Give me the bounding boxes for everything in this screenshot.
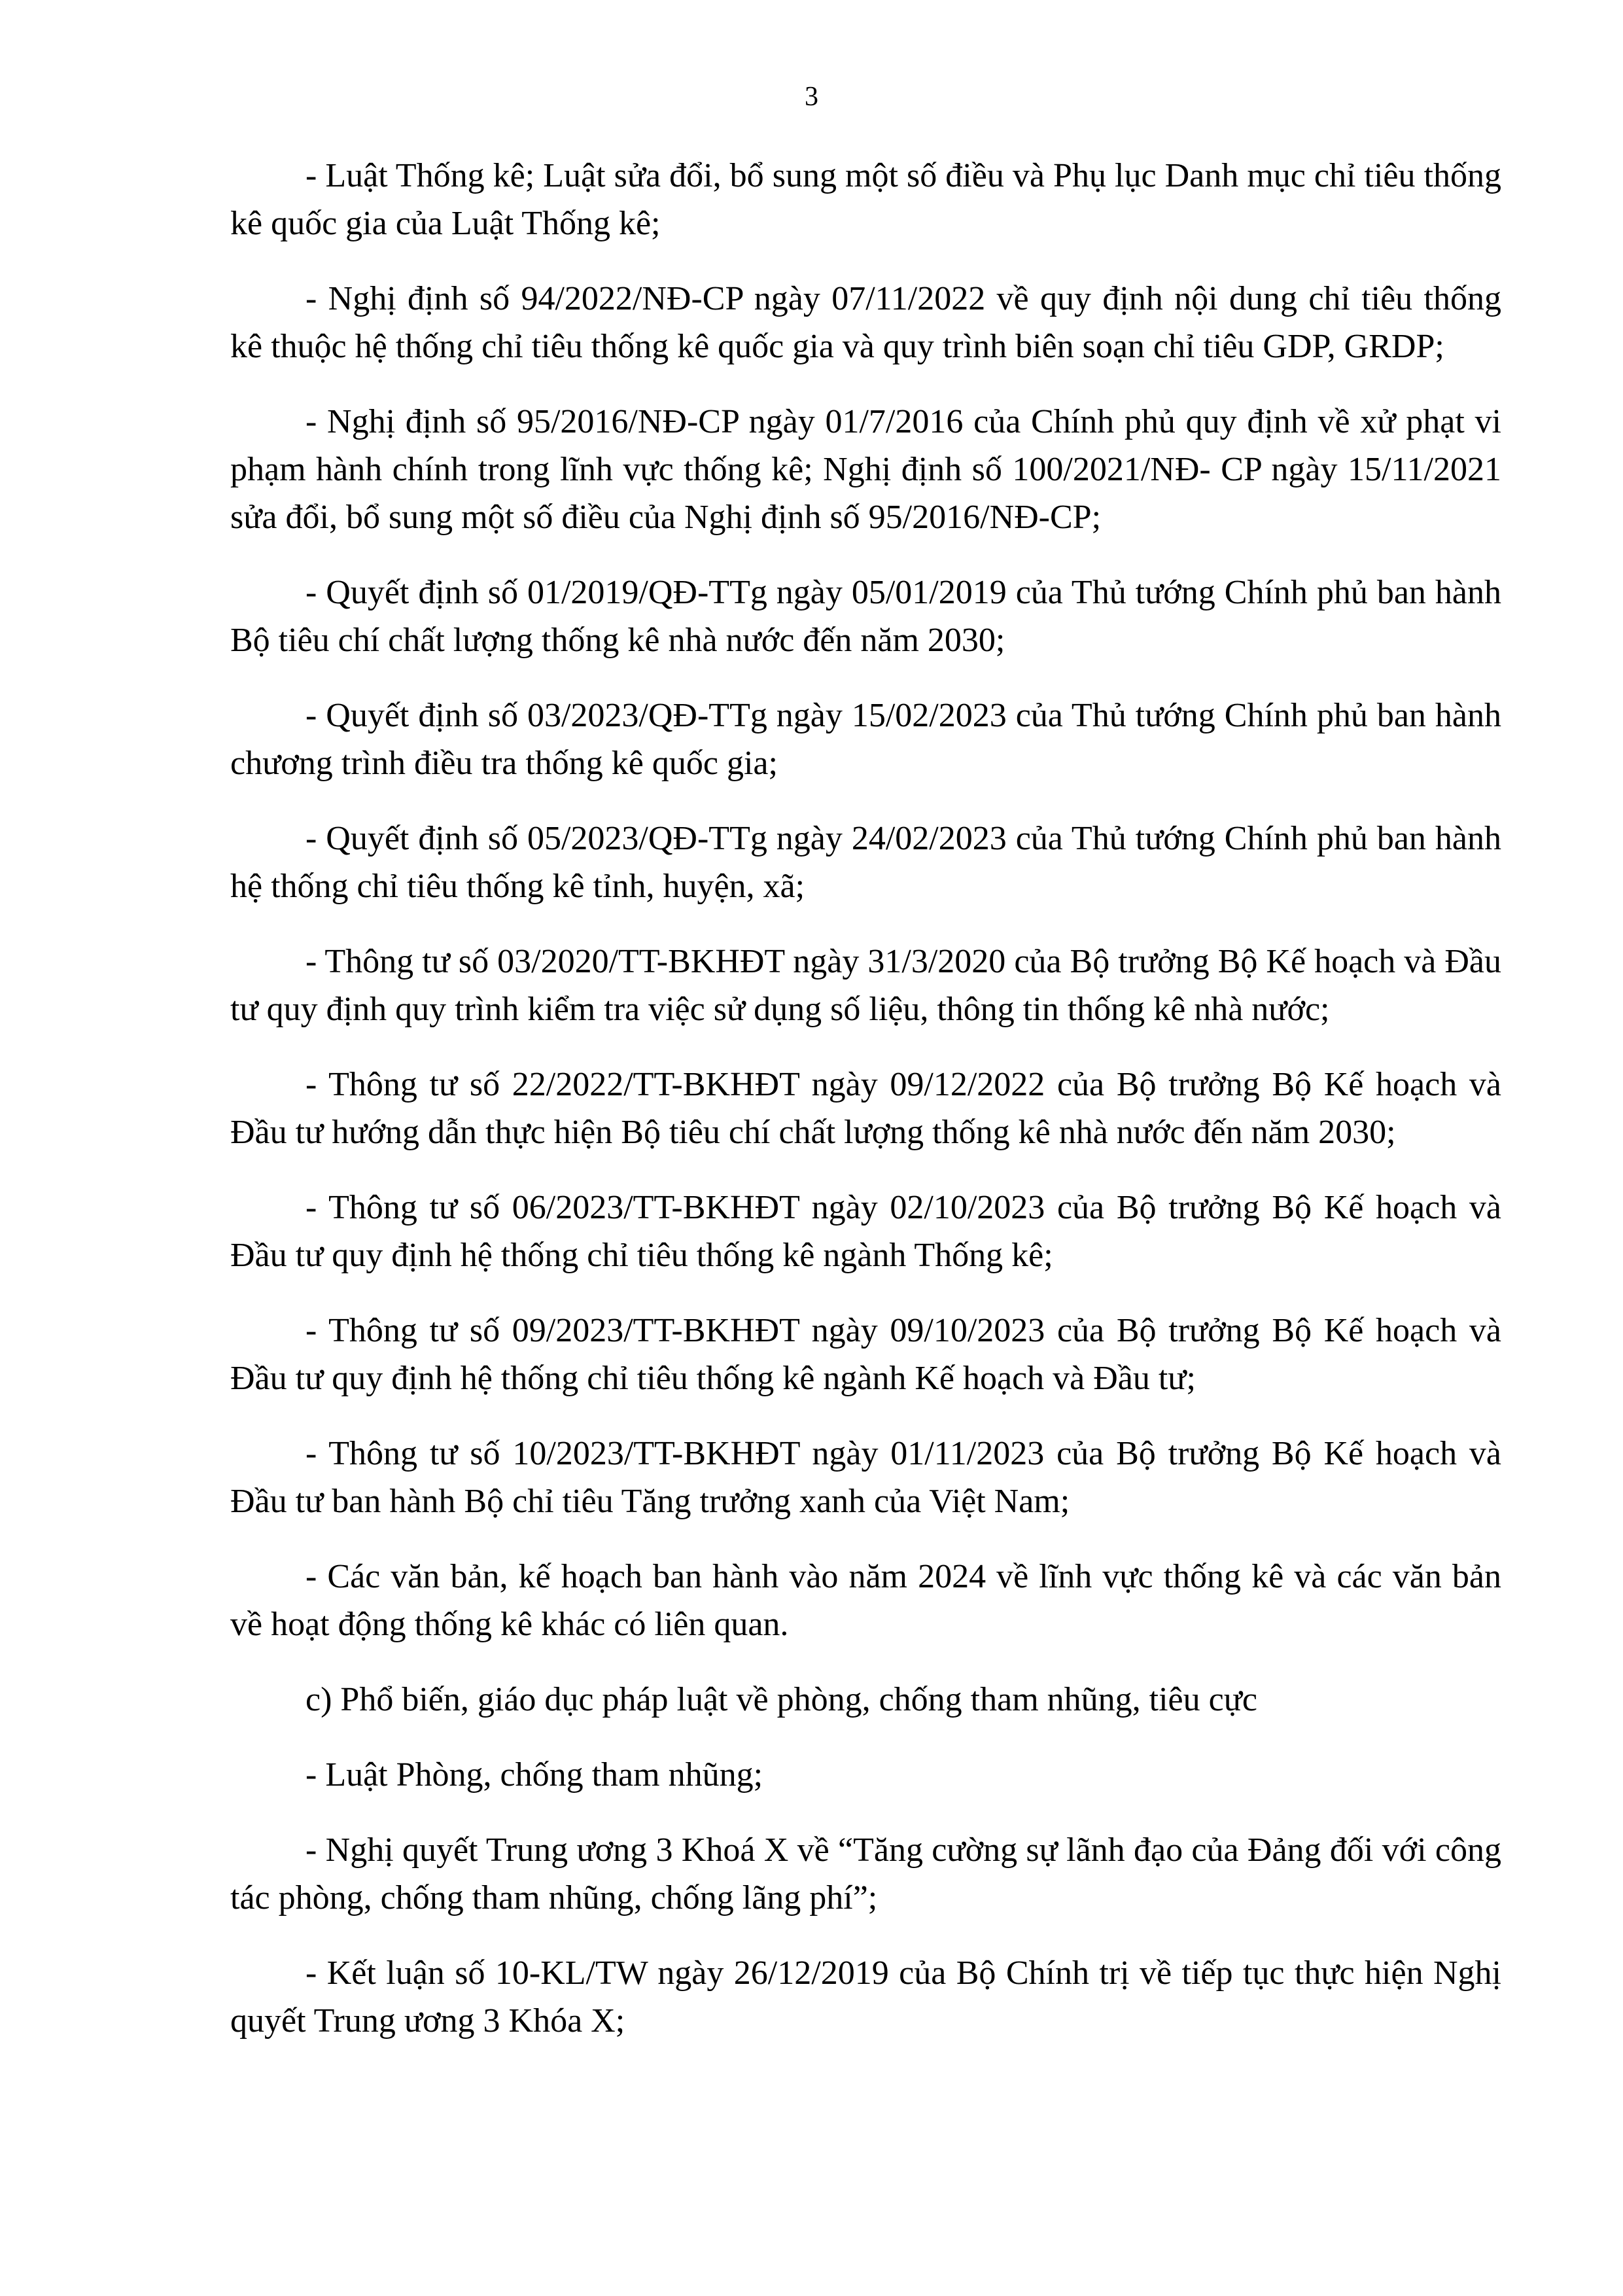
paragraph-circular-03-2020: - Thông tư số 03/2020/TT-BKHĐT ngày 31/3/2020 của Bộ trưởng Bộ Kế hoạch và Đầu tư quy định quy trình kiểm tra việc sử dụng số liệu, thông tin thống kê nhà nước; [230, 943, 1501, 1028]
paragraph-decree-95-2016: - Nghị định số 95/2016/NĐ-CP ngày 01/7/2016 của Chính phủ quy định về xử phạt vi phạm hành chính trong lĩnh vực thống kê; Nghị định số 100/2021/NĐ- CP ngày 15/11/2021 sửa đổi, bổ sung một số điều của Nghị định số 95/2016/NĐ-CP; [230, 403, 1501, 536]
page-number: 3 [805, 82, 818, 112]
paragraph-decree-94-2022: - Nghị định số 94/2022/NĐ-CP ngày 07/11/2022 về quy định nội dung chỉ tiêu thống kê thuộc hệ thống chỉ tiêu thống kê quốc gia và quy trình biên soạn chỉ tiêu GDP, GRDP; [230, 280, 1501, 365]
paragraph-circular-10-2023: - Thông tư số 10/2023/TT-BKHĐT ngày 01/11/2023 của Bộ trưởng Bộ Kế hoạch và Đầu tư ban hành Bộ chỉ tiêu Tăng trưởng xanh của Việt Nam; [230, 1435, 1501, 1520]
paragraph-decision-01-2019: - Quyết định số 01/2019/QĐ-TTg ngày 05/01/2019 của Thủ tướng Chính phủ ban hành Bộ tiêu chí chất lượng thống kê nhà nước đến năm 2030; [230, 574, 1501, 659]
paragraph-anti-corruption-law: - Luật Phòng, chống tham nhũng; [305, 1756, 763, 1793]
paragraph-documents-2024: - Các văn bản, kế hoạch ban hành vào năm 2024 về lĩnh vực thống kê và các văn bản về hoạt động thống kê khác có liên quan. [230, 1558, 1501, 1643]
paragraph-circular-06-2023: - Thông tư số 06/2023/TT-BKHĐT ngày 02/10/2023 của Bộ trưởng Bộ Kế hoạch và Đầu tư quy định hệ thống chỉ tiêu thống kê ngành Thống kê; [230, 1189, 1501, 1274]
paragraph-decision-03-2023: - Quyết định số 03/2023/QĐ-TTg ngày 15/02/2023 của Thủ tướng Chính phủ ban hành chương trình điều tra thống kê quốc gia; [230, 697, 1501, 782]
paragraph-statistics-law: - Luật Thống kê; Luật sửa đổi, bổ sung một số điều và Phụ lục Danh mục chỉ tiêu thống kê quốc gia của Luật Thống kê; [230, 157, 1501, 242]
paragraph-resolution-3-khoa-x: - Nghị quyết Trung ương 3 Khoá X về “Tăng cường sự lãnh đạo của Đảng đối với công tác phòng, chống tham nhũng, chống lãng phí”; [230, 1831, 1501, 1916]
paragraph-decision-05-2023: - Quyết định số 05/2023/QĐ-TTg ngày 24/02/2023 của Thủ tướng Chính phủ ban hành hệ thống chỉ tiêu thống kê tỉnh, huyện, xã; [230, 820, 1501, 905]
paragraph-conclusion-10-kl-tw: - Kết luận số 10-KL/TW ngày 26/12/2019 của Bộ Chính trị về tiếp tục thực hiện Nghị quyết Trung ương 3 Khóa X; [230, 1954, 1501, 2040]
paragraph-circular-22-2022: - Thông tư số 22/2022/TT-BKHĐT ngày 09/12/2022 của Bộ trưởng Bộ Kế hoạch và Đầu tư hướng dẫn thực hiện Bộ tiêu chí chất lượng thống kê nhà nước đến năm 2030; [230, 1066, 1501, 1151]
paragraph-circular-09-2023: - Thông tư số 09/2023/TT-BKHĐT ngày 09/10/2023 của Bộ trưởng Bộ Kế hoạch và Đầu tư quy định hệ thống chỉ tiêu thống kê ngành Kế hoạch và Đầu tư; [230, 1312, 1501, 1397]
document-body [230, 152, 1501, 2072]
section-heading-anti-corruption: c) Phổ biến, giáo dục pháp luật về phòng, chống tham nhũng, tiêu cực [305, 1681, 1257, 1718]
